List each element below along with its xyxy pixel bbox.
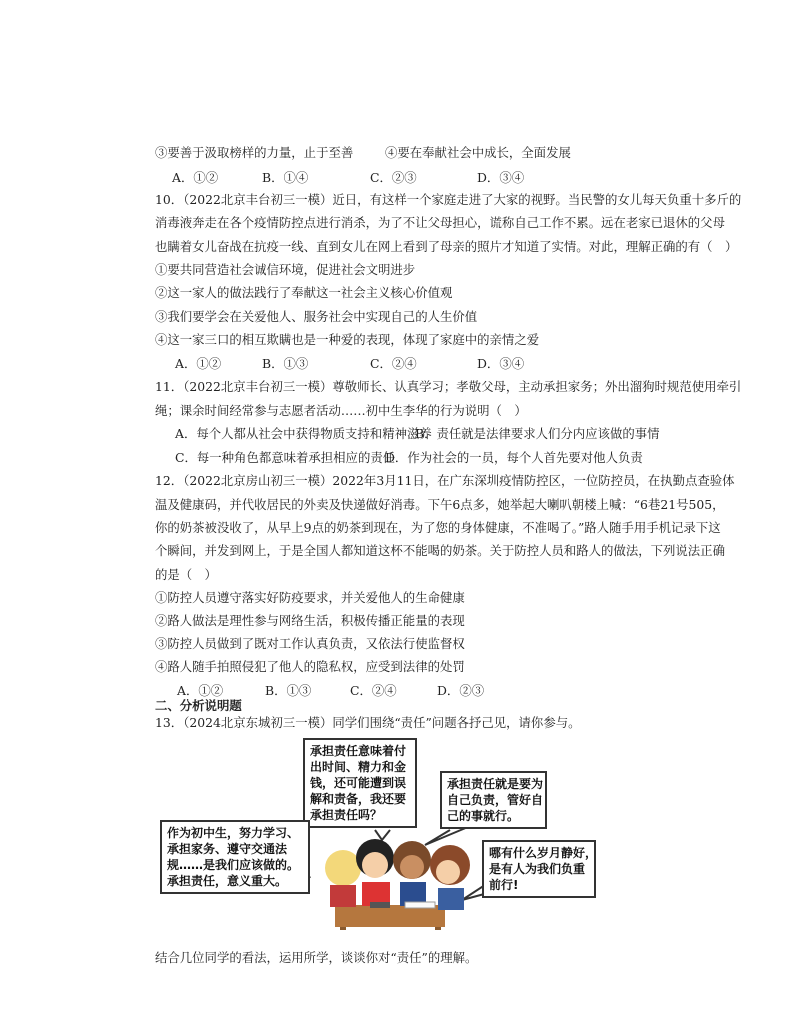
q12-line: 你的奶茶被没收了，从早上9点的奶茶到现在，为了您的身体健康，不准喝了。”路人随手用手机记录下这 (155, 520, 721, 535)
q10-line: 10．（2022北京丰台初三一模）近日，有这样一个家庭走进了大家的视野。当民警的女儿每天负重十多斤的 (155, 192, 742, 207)
speech-bubble-right (440, 771, 547, 829)
q12-line: 12．（2022北京房山初三一模）2022年3月11日，在广东深圳疫情防控区，一位防控员，在执勤点查验体 (155, 473, 735, 488)
bubble-text: 钱，还可能遭到误 (310, 776, 407, 790)
q11-line: 11．（2022北京丰台初三一模）尊敬师长、认真学习；孝敬父母，主动承担家务；外出溜狗时规范使用牵引 (155, 379, 742, 394)
q11-option-c: C．每一种角色都意味着承担相应的责任 (175, 450, 396, 465)
q11-option-b: B．责任就是法律要求人们分内应该做的事情 (415, 426, 660, 441)
q10-statement: ③我们要学会在关爱他人、服务社会中实现自己的人生价值 (155, 309, 478, 324)
bubble-text: 己的事就行。 (447, 809, 520, 823)
q9-statement-3: ③要善于汲取榜样的力量，止于至善 (155, 145, 354, 160)
q12-statement: ④路人随手拍照侵犯了他人的隐私权，应受到法律的处罚 (155, 659, 465, 674)
q9-option-c: C．②③ (370, 170, 417, 185)
q9-option-a: A．①② (172, 170, 219, 185)
bubble-text: 哪有什么岁月静好， (489, 846, 598, 860)
q11-line: 绳；课余时间经常参与志愿者活动……初中生李华的行为说明（ ） (155, 403, 527, 418)
q13-line: 13．（2024北京东城初三一模）同学们围绕“责任”问题各抒己见，请你参与。 (155, 715, 581, 730)
bubble-text: 承担家务、遵守交通法 (167, 842, 288, 856)
bubble-text: 承担责任意味着付 (310, 744, 407, 758)
bubble-text: 是有人为我们负重 (489, 862, 586, 876)
bubble-text: 前行! (489, 878, 519, 892)
q10-option-c: C．②④ (370, 356, 417, 371)
q12-line: 个瞬间，并发到网上，于是全国人都知道这杯不能喝的奶茶。关于防控人员和路人的做法，下列说法正确 (155, 543, 725, 558)
q10-line: 消毒液奔走在各个疫情防控点进行消杀，为了不让父母担心，谎称自己工作不累。远在老家已退休的父母 (155, 215, 725, 230)
speech-bubble-left (160, 820, 310, 894)
q12-option-d: D．②③ (437, 683, 485, 698)
bubble-text: 出时间、精力和金 (310, 760, 407, 774)
q10-option-b: B．①③ (262, 356, 309, 371)
section-heading: 二、分析说明题 (155, 698, 242, 713)
q13-prompt: 结合几位同学的看法，运用所学，谈谈你对“责任”的理解。 (155, 950, 478, 965)
q11-option-d: D．作为社会的一员，每个人首先要对他人负责 (385, 450, 643, 465)
q12-statement: ①防控人员遵守落实好防疫要求，并关爱他人的生命健康 (155, 590, 465, 605)
q12-option-a: A．①② (177, 683, 224, 698)
bubble-text: 作为初中生，努力学习、 (167, 826, 300, 840)
q10-statement: ④这一家三口的相互欺瞒也是一种爱的表现，体现了家庭中的亲情之爱 (155, 332, 540, 347)
q10-statement: ①要共同营造社会诚信环境，促进社会文明进步 (155, 262, 416, 277)
q9-statement-4: ④要在奉献社会中成长，全面发展 (385, 145, 571, 160)
q12-line: 的是（ ） (155, 567, 217, 582)
q12-statement: ②路人做法是理性参与网络生活，积极传播正能量的表现 (155, 613, 465, 628)
q12-line: 温及健康码，并代收居民的外卖及快递做好消毒。下午6点多，她举起大喇叭朝楼上喊：“6巷21号505， (155, 497, 725, 512)
bubble-text: 自己负责，管好自 (447, 793, 544, 807)
bubble-text: 解和责备，我还要 (310, 792, 407, 806)
q10-option-a: A．①② (175, 356, 222, 371)
q9-option-d: D．③④ (477, 170, 525, 185)
speech-bubble-top (303, 738, 417, 828)
bubble-text: 规……是我们应该做的。 (167, 858, 300, 872)
q10-option-d: D．③④ (477, 356, 525, 371)
q10-line: 也瞒着女儿奋战在抗疫一线、直到女儿在网上看到了母亲的照片才知道了实情。对此，理解正确的有（ ） (155, 239, 738, 254)
speech-bubble-far-right (482, 840, 596, 898)
q10-statement: ②这一家人的做法践行了奉献这一社会主义核心价值观 (155, 285, 453, 300)
bubble-text: 承担责任吗？ (310, 808, 383, 822)
q11-option-a: A．每个人都从社会中获得物质支持和精神滋养 (175, 426, 432, 441)
bubble-text: 承担责任，意义重大。 (167, 874, 288, 888)
bubble-text: 承担责任就是要为 (447, 777, 544, 791)
q12-option-c: C．②④ (350, 683, 397, 698)
q9-option-b: B．①④ (262, 170, 309, 185)
q12-option-b: B．①③ (265, 683, 312, 698)
q12-statement: ③防控人员做到了既对工作认真负责，又依法行使监督权 (155, 636, 465, 651)
